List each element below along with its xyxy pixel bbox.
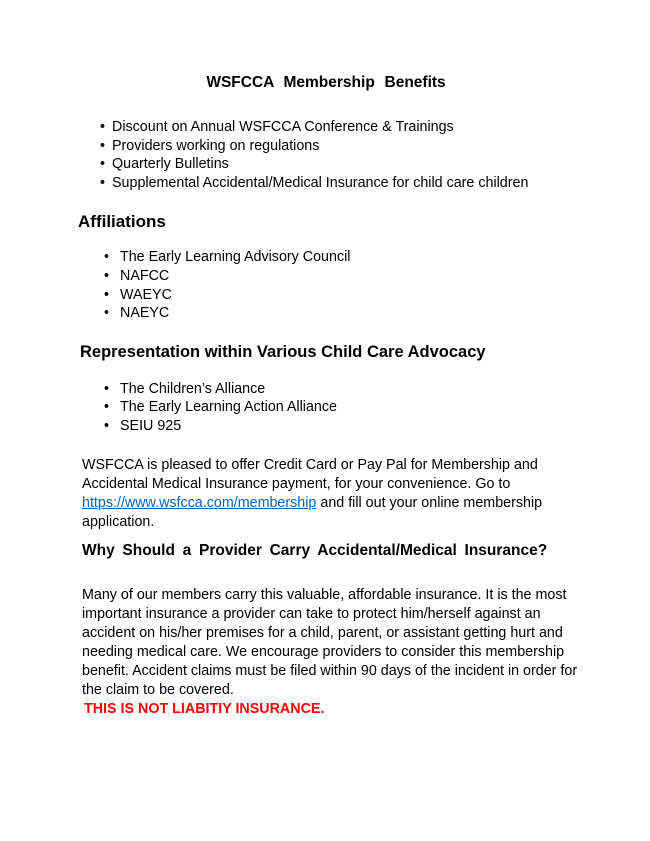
payment-paragraph — [82, 452, 579, 532]
affiliations-list — [80, 248, 572, 322]
list-item: • WAEYC — [104, 286, 572, 305]
membership-link[interactable]: https://www.wsfcca.com/membership — [82, 494, 317, 511]
list-item: • The Early Learning Action Alliance — [104, 398, 572, 417]
list-item: • Discount on Annual WSFCCA Conference & Trainings — [100, 118, 572, 137]
list-item: • Quarterly Bulletins — [100, 155, 572, 174]
payment-text-before: WSFCCA is pleased to offer Credit Card or Pay Pal for Membership and Accidental Medical Insurance payment, for your convenience. Go to — [82, 456, 538, 492]
representation-heading: Representation within Various Child Care Advocacy — [80, 342, 486, 361]
list-item: • NAFCC — [104, 267, 572, 286]
document-title: WSFCCA Membership Benefits — [206, 74, 446, 91]
representation-list — [80, 380, 572, 436]
insurance-heading: Why Should a Provider Carry Accidental/Medical Insurance? — [82, 541, 548, 559]
insurance-paragraph: Many of our members carry this valuable, affordable insurance. It is the most important insurance a provider can take to protect him/herself against an accident on his/her premises for a child, parent, or assistant getting hurt and needing medical care. We encourage providers to consider this membership benefit. Accident claims must be filed within 90 days of the incident in order for the claim to be covered. — [82, 586, 578, 698]
list-item: • NAEYC — [104, 304, 572, 323]
list-item: • The Early Learning Advisory Council — [104, 248, 572, 267]
list-item: • The Children’s Alliance — [104, 380, 572, 399]
list-item: • Providers working on regulations — [100, 137, 572, 156]
affiliations-heading: Affiliations — [78, 212, 166, 232]
list-item: • Supplemental Accidental/Medical Insurance for child care children — [100, 174, 572, 193]
liability-warning-text: THIS IS NOT LIABITIY INSURANCE. — [84, 700, 325, 717]
list-item: • SEIU 925 — [104, 417, 572, 436]
payment-text-after: and fill out your online membership application. — [82, 494, 543, 530]
benefits-list — [80, 118, 572, 192]
